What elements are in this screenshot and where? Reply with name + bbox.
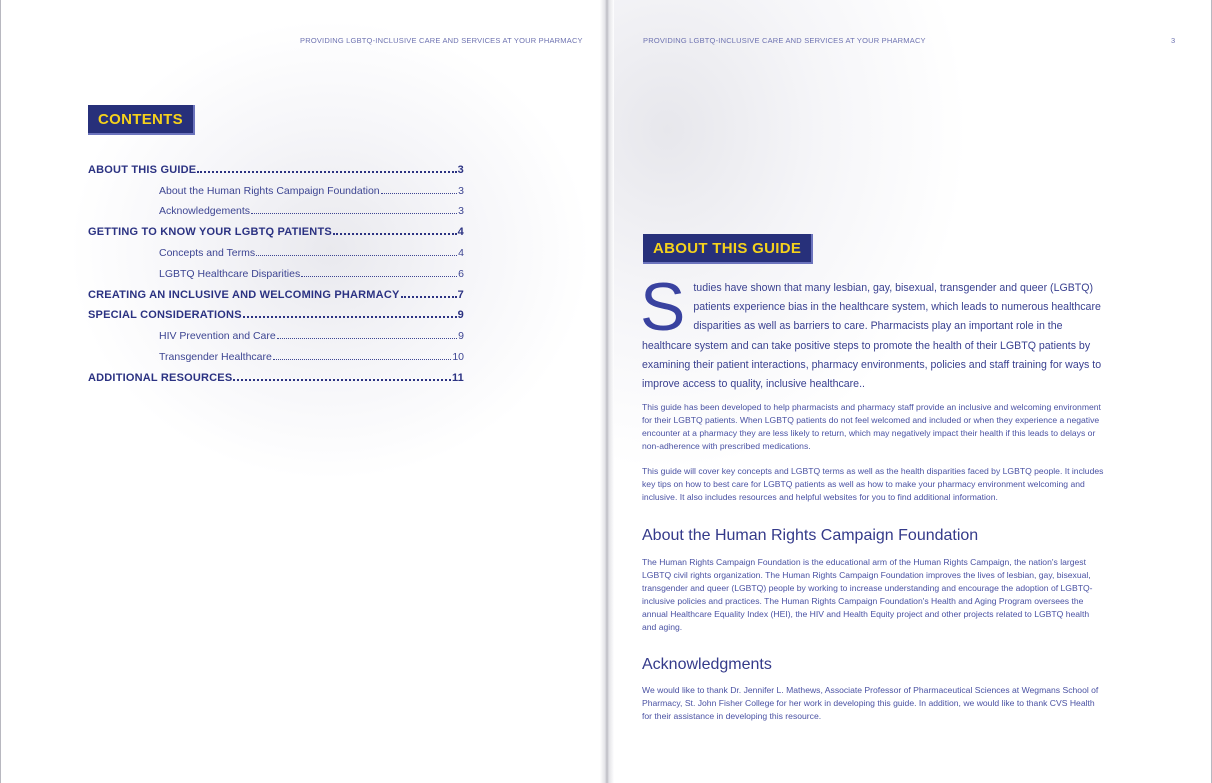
toc-entry-additional-resources[interactable] (88, 363, 464, 384)
toc-entry-label: LGBTQ Healthcare Disparities (159, 267, 301, 280)
toc-entry-page: 9 (458, 330, 464, 343)
toc-entry-label: HIV Prevention and Care (159, 330, 276, 343)
intro-paragraph (640, 269, 1104, 394)
about-this-guide-title: ABOUT THIS GUIDE (643, 234, 813, 264)
toc-entry-transgender-healthcare[interactable] (88, 342, 464, 363)
toc-entry-acknowledgements[interactable] (88, 197, 464, 218)
toc-entry-hiv-prevention[interactable] (88, 321, 464, 342)
toc-entry-page: 6 (458, 267, 464, 280)
guide-coverage-paragraph: This guide will cover key concepts and LGBTQ terms as well as the health disparities faced by LGBTQ people. It includes key tips on how to best care for LGBTQ patients as well as how to make your pharmacy environment welcoming and inclusive. It also includes resources and helpful websites for you to find additional information. (642, 466, 1104, 502)
acknowledgments-heading: Acknowledgments (642, 656, 772, 673)
toc-entry-special-considerations[interactable] (88, 301, 464, 322)
toc-leader-dots (256, 255, 457, 256)
toc-entry-page: 4 (457, 226, 464, 239)
toc-entry-label: About the Human Rights Campaign Foundation (159, 184, 380, 197)
toc-leader-dots (233, 379, 451, 381)
toc-entry-label: SPECIAL CONSIDERATIONS (88, 309, 242, 322)
toc-entry-page: 4 (458, 246, 464, 259)
toc-leader-dots (273, 359, 451, 360)
toc-entry-page: 7 (457, 288, 464, 301)
toc-entry-label: ADDITIONAL RESOURCES (88, 371, 233, 384)
running-head-left: PROVIDING LGBTQ-INCLUSIVE CARE AND SERVICES AT YOUR PHARMACY (300, 36, 583, 45)
contents-title: CONTENTS (88, 105, 195, 135)
toc-entry-label: ABOUT THIS GUIDE (88, 163, 197, 176)
book-gutter (600, 0, 614, 783)
toc-leader-dots (251, 213, 457, 214)
toc-leader-dots (277, 338, 457, 339)
toc-entry-label: Transgender Healthcare (159, 350, 272, 363)
toc-leader-dots (243, 316, 457, 318)
acknowledgments-paragraph: We would like to thank Dr. Jennifer L. Mathews, Associate Professor of Pharmaceutical Sciences at Wegmans School of Pharmacy, St. John Fisher College for her work in developing this guide. In addition, we would like to thank CVS Health for their assistance in developing this resource. (642, 685, 1099, 721)
toc-entry-page: 9 (457, 309, 464, 322)
toc-entry-page: 3 (458, 184, 464, 197)
page-number: 3 (1171, 36, 1176, 45)
toc-entry-label: Concepts and Terms (159, 246, 256, 259)
toc-leader-dots (333, 233, 457, 235)
toc-entry-page: 3 (458, 205, 464, 218)
toc-leader-dots (301, 276, 457, 277)
toc-entry-concepts-terms[interactable] (88, 238, 464, 259)
hrc-paragraph: The Human Rights Campaign Foundation is the educational arm of the Human Rights Campaign, the nation's largest LGBTQ civil rights organization. The Human Rights Campaign Foundation improves the lives of lesbian, gay, bisexual, transgender and queer (LGBTQ) people by working to increase understanding and encourage the adoption of LGBTQ-inclusive policies and practices. The Human Rights Campaign Foundation's Health and Aging Program oversees the annual Healthcare Equality Index (HEI), the HIV and Health Equity project and other projects related to LGBTQ health and aging. (642, 557, 1093, 632)
toc-entry-label: Acknowledgements (159, 205, 251, 218)
toc-leader-dots (401, 296, 457, 298)
toc-entry-label: GETTING TO KNOW YOUR LGBTQ PATIENTS (88, 226, 332, 239)
toc-entry-label: CREATING AN INCLUSIVE AND WELCOMING PHARMACY (88, 288, 400, 301)
drop-cap: S (640, 269, 686, 345)
intro-text: tudies have shown that many lesbian, gay, bisexual, transgender and queer (LGBTQ) patients experience bias in the healthcare system, which leads to numerous healthcare disparities as well as barriers to care. Pharmacists play an important role in the healthcare system and can take positive steps to promote the health of their LGBTQ patients by examining their patient interactions, pharmacy environments, policies and staff training for ways to improve access to quality, inclusive healthcare.. (642, 282, 1102, 391)
toc-entry-about-this-guide[interactable] (88, 155, 464, 176)
running-head-right: PROVIDING LGBTQ-INCLUSIVE CARE AND SERVICES AT YOUR PHARMACY (643, 36, 926, 45)
toc-entry-page: 11 (451, 371, 464, 384)
toc-entry-creating-inclusive[interactable] (88, 280, 464, 301)
hrc-heading: About the Human Rights Campaign Foundation (642, 527, 979, 544)
toc-entry-page: 3 (457, 163, 464, 176)
toc-leader-dots (197, 171, 456, 173)
toc-entry-page: 10 (452, 350, 464, 363)
toc-entry-getting-to-know[interactable] (88, 217, 464, 238)
table-of-contents (88, 155, 464, 384)
toc-entry-healthcare-disparities[interactable] (88, 259, 464, 280)
toc-entry-about-hrc[interactable] (88, 176, 464, 197)
toc-leader-dots (381, 193, 458, 194)
guide-purpose-paragraph: This guide has been developed to help pharmacists and pharmacy staff provide an inclusive and welcoming environment for their LGBTQ patients. When LGBTQ patients do not feel welcomed and included or when they experience a negative encounter at a pharmacy they are less likely to return, which may negatively impact their health if this leads to delays or non-adherence with prescribed medications. (642, 402, 1101, 451)
page-edge-left (0, 0, 1, 783)
